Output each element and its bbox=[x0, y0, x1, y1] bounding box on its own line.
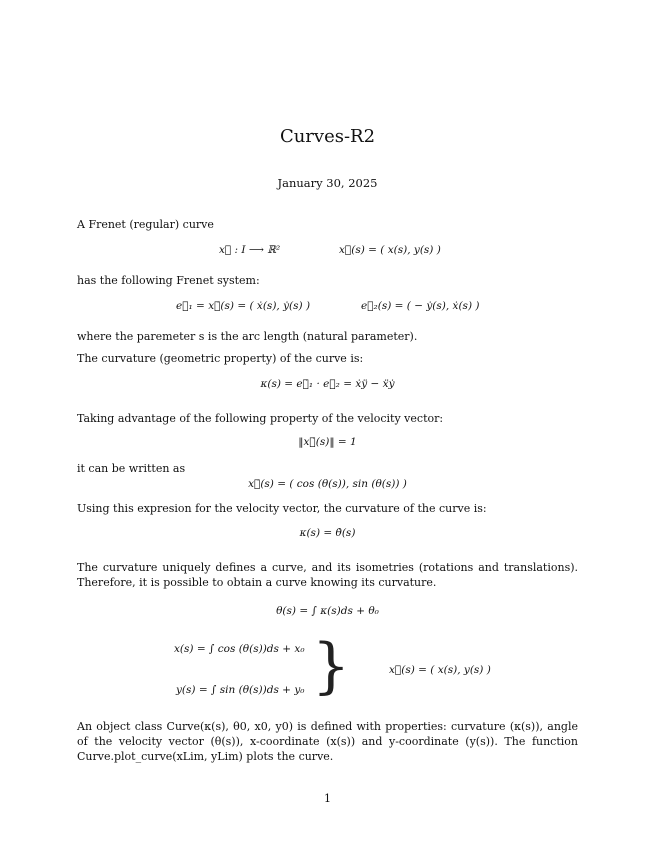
equation-x: x(s) = ∫ cos (θ(s))ds + x₀ bbox=[174, 643, 305, 655]
paragraph-6: it can be written as bbox=[77, 462, 186, 475]
equation-curve: x⃗(s) = ( x(s), y(s) ) bbox=[339, 244, 441, 256]
equation-e1: e⃗₁ = x⃗̇(s) = ( ẋ(s), ẏ(s) ) bbox=[176, 300, 311, 312]
system-brace: } bbox=[312, 631, 351, 701]
equation-velocity: x⃗̇(s) = ( cos (θ(s)), sin (θ(s)) ) bbox=[248, 478, 407, 490]
equation-kappa: κ(s) = e⃗̇₁ · e⃗₂ = ẋÿ − ẍẏ bbox=[260, 378, 395, 390]
paragraph-8: The curvature uniquely defines a curve, and its isometries (rotations and translations). Therefore, it is possible to obtain a curve knowing its curvature. bbox=[77, 561, 578, 589]
date: January 30, 2025 bbox=[277, 176, 378, 190]
paragraph-9: An object class Curve(κ(s), θ0, x0, y0) is defined with properties: curvature (κ(s)), angle of the velocity vector (θ(s)), x-coordinate (x(s)) and y-coordinate (y(s)). The function Curve.plot_curve(xLim, yLim) plots the curve. bbox=[77, 720, 578, 763]
paragraph-4: The curvature (geometric property) of the curve is: bbox=[77, 352, 364, 365]
paragraph-3: where the paremeter s is the arc length (natural parameter). bbox=[77, 330, 418, 343]
equation-norm: ‖x⃗̇(s)‖ = 1 bbox=[298, 436, 357, 448]
equation-e2: e⃗₂(s) = ( − ẏ(s), ẋ(s) ) bbox=[361, 300, 480, 312]
equation-kappa-theta: κ(s) = θ̇(s) bbox=[299, 527, 356, 539]
equation-y: y(s) = ∫ sin (θ(s))ds + y₀ bbox=[176, 684, 305, 696]
paragraph-2: has the following Frenet system: bbox=[77, 274, 260, 287]
paragraph-5: Taking advantage of the following property of the velocity vector: bbox=[77, 412, 444, 425]
equation-curve-2: x⃗(s) = ( x(s), y(s) ) bbox=[389, 664, 491, 676]
equation-theta: θ(s) = ∫ κ(s)ds + θ₀ bbox=[276, 605, 379, 617]
equation-map: x⃗ : I ⟶ ℝ² bbox=[219, 244, 281, 256]
page-title: Curves-R2 bbox=[279, 126, 376, 147]
paragraph-1: A Frenet (regular) curve bbox=[77, 218, 214, 231]
paragraph-7: Using this expresion for the velocity vector, the curvature of the curve is: bbox=[77, 502, 487, 515]
page-number: 1 bbox=[324, 792, 331, 805]
